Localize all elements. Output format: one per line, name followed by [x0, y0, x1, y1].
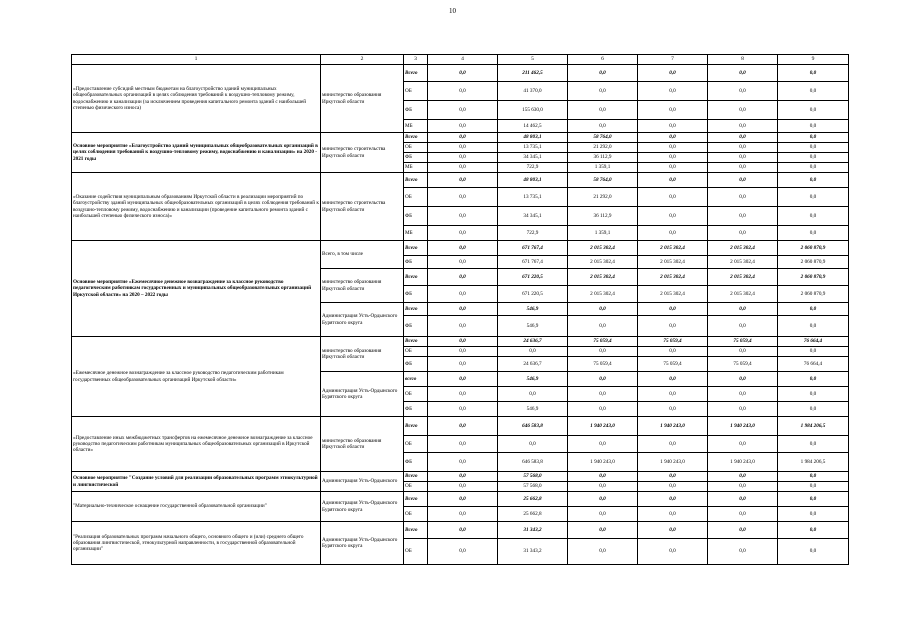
amount-cell: 0,0 [708, 436, 778, 453]
column-header: 1 [72, 55, 321, 65]
amount-cell: 0,0 [428, 163, 498, 173]
amount-cell: 2 015 302,4 [638, 241, 708, 256]
amount-cell: 21 292,0 [568, 188, 638, 207]
column-header: 7 [638, 55, 708, 65]
amount-cell: 1 984 206,5 [778, 417, 849, 436]
amount-cell: 0,0 [428, 256, 498, 269]
amount-cell: 34 345,1 [498, 207, 568, 226]
amount-cell: 0,0 [568, 316, 638, 337]
amount-cell: 31 343,2 [498, 539, 568, 565]
column-header: 6 [568, 55, 638, 65]
amount-cell: 1 940 243,0 [708, 417, 778, 436]
amount-cell: 671 767,4 [498, 241, 568, 256]
activity-name: «Предоставление субсидий местным бюджетам на благоустройство зданий муниципальных общеобразовательных организаций в целях соблюдения требований к воздушно-тепловому режиму, водоснабжению и канализации (за исключением проведения капитального ремонта зданий с наибольшей степенью физического износа) [72, 65, 321, 133]
amount-cell: 0,0 [428, 417, 498, 436]
responsible-org: министерство образования Иркутской области [321, 269, 404, 303]
amount-cell: 0,0 [778, 188, 849, 207]
amount-cell: 0,0 [708, 372, 778, 387]
amount-cell: 0,0 [708, 507, 778, 522]
amount-cell: 0,0 [568, 387, 638, 402]
amount-cell: 36 112,9 [568, 153, 638, 163]
amount-cell: 0,0 [428, 207, 498, 226]
column-header: 2 [321, 55, 404, 65]
amount-cell: 0,0 [568, 507, 638, 522]
funding-source: ОБ [404, 347, 428, 357]
amount-cell: 0,0 [708, 347, 778, 357]
funding-source: Всего [404, 303, 428, 316]
amount-cell: 0,0 [708, 303, 778, 316]
amount-cell: 0,0 [428, 347, 498, 357]
amount-cell: 0,0 [778, 82, 849, 101]
amount-cell: 0,0 [568, 120, 638, 133]
amount-cell: 1 940 243,0 [568, 453, 638, 472]
funding-source: ОБ [404, 539, 428, 565]
amount-cell: 0,0 [428, 539, 498, 565]
amount-cell: 36 112,9 [568, 207, 638, 226]
funding-source: Всего [404, 417, 428, 436]
responsible-org: Администрация Усть-Ордынского Бурятского округа [321, 522, 404, 565]
amount-cell: 21 292,0 [568, 143, 638, 153]
amount-cell: 0,0 [638, 482, 708, 492]
amount-cell: 546,9 [498, 402, 568, 417]
funding-source: ОБ [404, 143, 428, 153]
funding-source: Всего [404, 472, 428, 482]
amount-cell: 0,0 [638, 82, 708, 101]
amount-cell: 2 060 870,9 [778, 241, 849, 256]
funding-source: Всего [404, 269, 428, 286]
amount-cell: 155 630,0 [498, 101, 568, 120]
amount-cell: 0,0 [708, 120, 778, 133]
amount-cell: 76 664,4 [778, 357, 849, 372]
amount-cell: 76 664,4 [778, 337, 849, 347]
amount-cell: 0,0 [778, 173, 849, 188]
amount-cell: 0,0 [708, 387, 778, 402]
amount-cell: 0,0 [778, 472, 849, 482]
table-row [72, 173, 849, 188]
amount-cell: 75 059,4 [638, 337, 708, 347]
amount-cell: 0,0 [568, 372, 638, 387]
funding-source: ОБ [404, 188, 428, 207]
table-row [72, 522, 849, 539]
amount-cell: 0,0 [778, 436, 849, 453]
amount-cell: 0,0 [708, 316, 778, 337]
amount-cell: 0,0 [428, 387, 498, 402]
column-header: 4 [428, 55, 498, 65]
amount-cell: 2 060 870,9 [778, 269, 849, 286]
funding-source: МБ [404, 226, 428, 241]
amount-cell: 0,0 [428, 143, 498, 153]
amount-cell: 0,0 [638, 120, 708, 133]
amount-cell: 0,0 [428, 101, 498, 120]
funding-source: ФБ [404, 101, 428, 120]
amount-cell: 0,0 [708, 402, 778, 417]
amount-cell: 31 343,2 [498, 522, 568, 539]
amount-cell: 0,0 [638, 387, 708, 402]
activity-name: «Предоставление иных межбюджетных трансфертов на ежемесячное денежное вознаграждение за классное руководство педагогическим работникам муниципальных общеобразовательных организаций в Иркутской области» [72, 417, 321, 472]
amount-cell: 2 015 302,4 [638, 256, 708, 269]
amount-cell: 1 359,1 [568, 163, 638, 173]
amount-cell: 0,0 [428, 120, 498, 133]
amount-cell: 0,0 [778, 133, 849, 143]
amount-cell: 0,0 [428, 372, 498, 387]
amount-cell: 0,0 [638, 153, 708, 163]
amount-cell: 14 462,5 [498, 120, 568, 133]
amount-cell: 0,0 [708, 539, 778, 565]
amount-cell: 0,0 [638, 101, 708, 120]
funding-source: ФБ [404, 153, 428, 163]
amount-cell: 1 984 206,5 [778, 453, 849, 472]
amount-cell: 0,0 [638, 472, 708, 482]
amount-cell: 0,0 [638, 507, 708, 522]
amount-cell: 0,0 [498, 387, 568, 402]
amount-cell: 0,0 [778, 539, 849, 565]
amount-cell: 0,0 [778, 316, 849, 337]
responsible-org: Администрация Усть-Ордынского Бурятского округа [321, 303, 404, 337]
amount-cell: 0,0 [638, 163, 708, 173]
activity-name: Основное мероприятие "Создание условий для реализации образовательных программ этнокультурной и лингвистической [72, 472, 321, 492]
amount-cell: 75 059,4 [568, 357, 638, 372]
responsible-org: Администрация Усть-Ордынского Бурятского округа [321, 492, 404, 522]
amount-cell: 0,0 [568, 436, 638, 453]
amount-cell: 2 015 302,4 [638, 269, 708, 286]
amount-cell: 0,0 [428, 482, 498, 492]
funding-source: Всего [404, 492, 428, 507]
amount-cell: 0,0 [708, 226, 778, 241]
funding-source: ФБ [404, 402, 428, 417]
amount-cell: 671 220,5 [498, 269, 568, 286]
amount-cell: 0,0 [428, 241, 498, 256]
amount-cell: 13 735,1 [498, 143, 568, 153]
amount-cell: 0,0 [428, 65, 498, 82]
activity-name: Основное мероприятие «Благоустройство зданий муниципальных общеобразовательных организаций в целях соблюдения требований к воздушно-тепловому режиму, водоснабжению и канализации» на 2020 - 2021 годы [72, 133, 321, 173]
amount-cell: 24 636,7 [498, 357, 568, 372]
amount-cell: 2 015 302,4 [708, 269, 778, 286]
activity-name: "Реализация образовательных программ начального общего, основного общего и (или) среднего общего образования лингвистической, этнокультурной направленности, в государственной образовательной организации" [72, 522, 321, 565]
funding-source: Всего [404, 241, 428, 256]
amount-cell: 0,0 [708, 101, 778, 120]
amount-cell: 0,0 [568, 539, 638, 565]
amount-cell: 0,0 [428, 522, 498, 539]
amount-cell: 0,0 [568, 482, 638, 492]
amount-cell: 48 803,1 [498, 173, 568, 188]
amount-cell: 75 059,4 [708, 357, 778, 372]
funding-source: ФБ [404, 256, 428, 269]
amount-cell: 13 735,1 [498, 188, 568, 207]
funding-source: ОБ [404, 436, 428, 453]
responsible-org: министерство образования Иркутской области [321, 65, 404, 133]
funding-source: Всего [404, 337, 428, 347]
table-row [72, 241, 849, 256]
amount-cell: 2 015 302,4 [568, 241, 638, 256]
column-header: 8 [708, 55, 778, 65]
responsible-org: Всего, в том числе [321, 241, 404, 269]
amount-cell: 0,0 [778, 153, 849, 163]
amount-cell: 0,0 [708, 522, 778, 539]
funding-source: ФБ [404, 357, 428, 372]
amount-cell: 0,0 [638, 303, 708, 316]
amount-cell: 0,0 [638, 372, 708, 387]
funding-source: ФБ [404, 316, 428, 337]
amount-cell: 0,0 [568, 65, 638, 82]
amount-cell: 2 060 870,9 [778, 256, 849, 269]
amount-cell: 0,0 [708, 492, 778, 507]
amount-cell: 722,9 [498, 226, 568, 241]
responsible-org: Администрация Усть-Ордынского Бурятского округа [321, 372, 404, 417]
amount-cell: 0,0 [638, 402, 708, 417]
amount-cell: 0,0 [778, 372, 849, 387]
amount-cell: 0,0 [568, 492, 638, 507]
amount-cell: 0,0 [498, 436, 568, 453]
amount-cell: 0,0 [638, 436, 708, 453]
table-row [72, 417, 849, 436]
funding-source: МБ [404, 163, 428, 173]
amount-cell: 0,0 [498, 347, 568, 357]
amount-cell: 646 583,8 [498, 417, 568, 436]
amount-cell: 0,0 [708, 482, 778, 492]
amount-cell: 0,0 [778, 303, 849, 316]
amount-cell: 0,0 [638, 143, 708, 153]
amount-cell: 0,0 [428, 436, 498, 453]
amount-cell: 0,0 [708, 65, 778, 82]
activity-name: «Ежемесячное денежное вознаграждение за классное руководство педагогическим работникам государственных общеобразовательных организаций Иркутской области» [72, 337, 321, 417]
funding-source: Всего [404, 522, 428, 539]
amount-cell: 0,0 [708, 153, 778, 163]
amount-cell: 0,0 [708, 143, 778, 153]
amount-cell: 57 568,0 [498, 472, 568, 482]
funding-source: ФБ [404, 453, 428, 472]
table-row [72, 65, 849, 82]
amount-cell: 0,0 [428, 402, 498, 417]
amount-cell: 0,0 [778, 507, 849, 522]
funding-source: ФБ [404, 207, 428, 226]
amount-cell: 0,0 [428, 133, 498, 143]
amount-cell: 25 662,8 [498, 507, 568, 522]
amount-cell: 0,0 [708, 133, 778, 143]
amount-cell: 2 015 302,4 [708, 286, 778, 303]
table-row [72, 472, 849, 482]
amount-cell: 0,0 [638, 188, 708, 207]
funding-source: ФБ [404, 286, 428, 303]
amount-cell: 0,0 [568, 347, 638, 357]
column-header: 5 [498, 55, 568, 65]
amount-cell: 0,0 [778, 120, 849, 133]
amount-cell: 0,0 [708, 173, 778, 188]
column-header: 9 [778, 55, 849, 65]
amount-cell: 0,0 [428, 303, 498, 316]
amount-cell: 0,0 [708, 472, 778, 482]
amount-cell: 546,9 [498, 303, 568, 316]
amount-cell: 0,0 [568, 101, 638, 120]
amount-cell: 0,0 [708, 188, 778, 207]
amount-cell: 0,0 [708, 207, 778, 226]
amount-cell: 0,0 [568, 82, 638, 101]
amount-cell: 0,0 [778, 347, 849, 357]
amount-cell: 0,0 [778, 402, 849, 417]
amount-cell: 0,0 [428, 153, 498, 163]
amount-cell: 48 803,1 [498, 133, 568, 143]
activity-name: Основное мероприятие «Ежемесячное денежное вознаграждение за классное руководство педагогическим работникам государственных и муниципальных общеобразовательных организаций Иркутской области» на 2020 – 2022 годы [72, 241, 321, 337]
activity-name: "Материально-техническое оснащение государственной образовательной организации" [72, 492, 321, 522]
amount-cell: 1 940 243,0 [638, 453, 708, 472]
amount-cell: 0,0 [778, 65, 849, 82]
amount-cell: 0,0 [778, 522, 849, 539]
amount-cell: 2 015 302,4 [568, 269, 638, 286]
funding-source: Всего [404, 173, 428, 188]
amount-cell: 0,0 [428, 316, 498, 337]
responsible-org: министерство образования Иркутской области [321, 417, 404, 472]
amount-cell: 0,0 [428, 286, 498, 303]
amount-cell: 75 059,4 [708, 337, 778, 347]
amount-cell: 0,0 [638, 522, 708, 539]
amount-cell: 2 015 302,4 [638, 286, 708, 303]
responsible-org: министерство образования Иркутской области [321, 337, 404, 372]
amount-cell: 0,0 [428, 82, 498, 101]
funding-source: ОБ [404, 82, 428, 101]
funding-source: ОБ [404, 387, 428, 402]
amount-cell: 0,0 [778, 226, 849, 241]
amount-cell: 722,9 [498, 163, 568, 173]
amount-cell: 0,0 [638, 347, 708, 357]
amount-cell: 2 015 302,4 [568, 256, 638, 269]
funding-source: ОБ [404, 482, 428, 492]
amount-cell: 546,9 [498, 316, 568, 337]
activity-name: «Оказание содействия муниципальным образованиям Иркутской области в реализации мероприятий по благоустройству зданий муниципальных общеобразовательных организаций в целях соблюдения требований к воздушно-тепловому режиму, водоснабжению и канализации (проведение капитального ремонта зданий с наибольшей степенью физического износа)» [72, 173, 321, 241]
amount-cell: 0,0 [778, 163, 849, 173]
table-row [72, 337, 849, 347]
amount-cell: 58 764,0 [568, 133, 638, 143]
responsible-org: министерство строительства Иркутской области [321, 133, 404, 173]
amount-cell: 0,0 [778, 143, 849, 153]
amount-cell: 0,0 [568, 402, 638, 417]
amount-cell: 0,0 [428, 226, 498, 241]
amount-cell: 0,0 [638, 173, 708, 188]
amount-cell: 0,0 [638, 133, 708, 143]
amount-cell: 0,0 [638, 492, 708, 507]
amount-cell: 0,0 [568, 472, 638, 482]
funding-source: Всего [404, 133, 428, 143]
amount-cell: 34 345,1 [498, 153, 568, 163]
responsible-org: министерство строительства Иркутской области [321, 173, 404, 241]
amount-cell: 24 636,7 [498, 337, 568, 347]
amount-cell: 2 060 870,9 [778, 286, 849, 303]
amount-cell: 671 767,4 [498, 256, 568, 269]
table-row [72, 133, 849, 143]
amount-cell: 211 462,5 [498, 65, 568, 82]
amount-cell: 41 370,0 [498, 82, 568, 101]
responsible-org: Администрация Усть-Ордынского [321, 472, 404, 492]
funding-source: всего [404, 372, 428, 387]
table-row [72, 492, 849, 507]
amount-cell: 0,0 [708, 82, 778, 101]
amount-cell: 75 059,4 [568, 337, 638, 347]
amount-cell: 0,0 [708, 163, 778, 173]
funding-source: Всего [404, 65, 428, 82]
amount-cell: 0,0 [778, 207, 849, 226]
amount-cell: 75 059,4 [638, 357, 708, 372]
amount-cell: 2 015 302,4 [708, 256, 778, 269]
amount-cell: 0,0 [778, 492, 849, 507]
amount-cell: 0,0 [778, 482, 849, 492]
amount-cell: 1 940 243,0 [638, 417, 708, 436]
amount-cell: 0,0 [638, 65, 708, 82]
header-row [72, 55, 849, 65]
amount-cell: 58 764,0 [568, 173, 638, 188]
amount-cell: 2 015 302,4 [708, 241, 778, 256]
page-number: 10 [449, 7, 456, 15]
amount-cell: 0,0 [428, 173, 498, 188]
amount-cell: 646 583,8 [498, 453, 568, 472]
amount-cell: 0,0 [428, 507, 498, 522]
amount-cell: 1 940 243,0 [568, 417, 638, 436]
amount-cell: 671 220,5 [498, 286, 568, 303]
amount-cell: 0,0 [428, 453, 498, 472]
amount-cell: 1 359,1 [568, 226, 638, 241]
amount-cell: 0,0 [778, 387, 849, 402]
amount-cell: 0,0 [638, 539, 708, 565]
amount-cell: 0,0 [778, 101, 849, 120]
amount-cell: 0,0 [428, 188, 498, 207]
amount-cell: 0,0 [428, 472, 498, 482]
amount-cell: 0,0 [638, 226, 708, 241]
amount-cell: 0,0 [568, 522, 638, 539]
amount-cell: 0,0 [568, 303, 638, 316]
amount-cell: 0,0 [428, 337, 498, 347]
amount-cell: 25 662,8 [498, 492, 568, 507]
amount-cell: 546,9 [498, 372, 568, 387]
funding-source: МБ [404, 120, 428, 133]
amount-cell: 0,0 [428, 492, 498, 507]
funding-source: ОБ [404, 507, 428, 522]
amount-cell: 57 568,0 [498, 482, 568, 492]
amount-cell: 0,0 [638, 316, 708, 337]
amount-cell: 0,0 [638, 207, 708, 226]
column-header: 3 [404, 55, 428, 65]
amount-cell: 0,0 [428, 357, 498, 372]
budget-table [71, 54, 849, 565]
amount-cell: 0,0 [428, 269, 498, 286]
amount-cell: 2 015 302,4 [568, 286, 638, 303]
amount-cell: 1 940 243,0 [708, 453, 778, 472]
